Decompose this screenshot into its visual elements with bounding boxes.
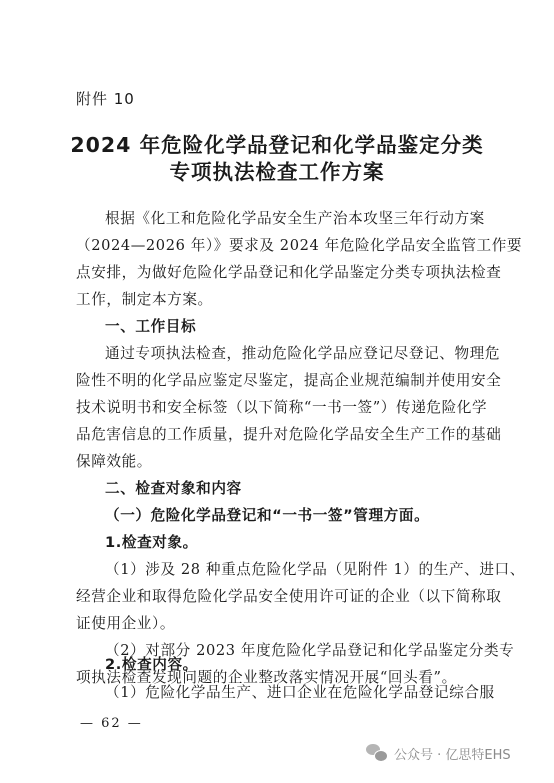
- wechat-icon: [366, 744, 388, 762]
- item1-para1-line: （1）涉及 28 种重点危险化学品（见附件 1）的生产、进口、: [105, 561, 525, 578]
- document-title-line-1: 2024 年危险化学品登记和化学品鉴定分类: [70, 133, 484, 157]
- section1-line: 保障效能。: [76, 453, 152, 470]
- intro-line: 点安排，为做好危险化学品登记和化学品鉴定分类专项执法检查: [76, 264, 502, 281]
- item-heading-inspection-content: 2.检查内容。: [105, 656, 198, 673]
- item1-para2-line: 项执法检查发现问题的企业整改落实情况开展“回头看”。: [76, 669, 457, 686]
- section-heading-scope: 二、检查对象和内容: [105, 480, 242, 497]
- item1-para1-line: 经营企业和取得危险化学品安全使用许可证的企业（以下简称取: [76, 588, 502, 605]
- document-title-line-2: 专项执法检查工作方案: [169, 160, 385, 184]
- intro-line: （2024—2026 年）》要求及 2024 年危险化学品安全监管工作要: [76, 237, 523, 254]
- section1-line: 技术说明书和安全标签（以下简称“一书一签”）传递危险化学: [76, 399, 488, 416]
- section-heading-goals: 一、工作目标: [105, 318, 197, 335]
- section1-line: 通过专项执法检查，推动危险化学品应登记尽登记、物理危: [105, 345, 501, 362]
- item1-para2-line: （2）对部分 2023 年度危险化学品登记和化学品鉴定分类专: [105, 642, 515, 659]
- section1-line: 险性不明的化学品应鉴定尽鉴定，提高企业规范编制并使用安全: [76, 372, 502, 389]
- item2-para1-line: （1）危险化学品生产、进口企业在危险化学品登记综合服: [105, 684, 495, 701]
- page-number: — 62 —: [80, 716, 143, 731]
- attachment-label: 附件 10: [76, 90, 135, 108]
- document-body: [76, 208, 525, 708]
- document-body-continued: [76, 654, 495, 714]
- item-heading-inspection-targets: 1.检查对象。: [105, 534, 198, 551]
- watermark: [366, 741, 511, 765]
- watermark-text: 公众号 · 亿思特EHS: [394, 747, 511, 763]
- section1-line: 品危害信息的工作质量，提升对危险化学品安全生产工作的基础: [76, 426, 502, 443]
- intro-line: 根据《化工和危险化学品安全生产治本攻坚三年行动方案: [105, 210, 485, 227]
- intro-line: 工作，制定本方案。: [76, 291, 213, 308]
- item1-para1-line: 证使用企业）。: [76, 615, 176, 632]
- subsection-heading-registration: （一）危险化学品登记和“一书一签”管理方面。: [105, 507, 430, 524]
